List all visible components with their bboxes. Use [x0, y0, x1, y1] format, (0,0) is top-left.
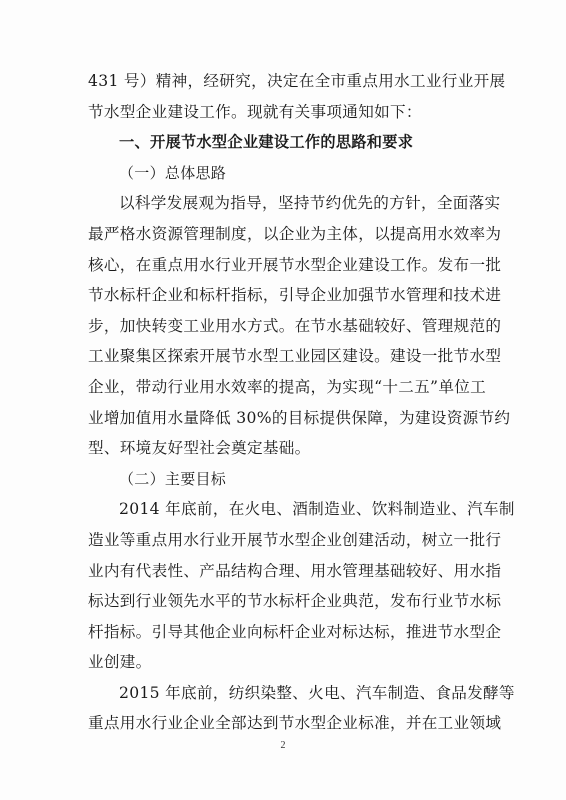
text-line: 企业，带动行业用水效率的提高，为实现“十二五”单位工 [88, 377, 486, 396]
text-line: 标达到行业领先水平的节水标杆企业典范，发布行业节水标 [88, 592, 502, 611]
document-body [88, 66, 515, 739]
text-line: 造业等重点用水行业开展节水型企业创建活动，树立一批行 [88, 530, 502, 549]
paragraph-first-line: 2015 年底前，纺织染整、火电、汽车制造、食品发酵等 [119, 683, 515, 702]
section-heading: 一、开展节水型企业建设工作的思路和要求 [119, 133, 414, 152]
text-line: 杆指标。引导其他企业向标杆企业对标达标，推进节水型企 [88, 622, 502, 641]
text-line: 工业聚集区探索开展节水型工业园区建设。建设一批节水型 [88, 347, 502, 366]
text-line: 步，加快转变工业用水方式。在节水基础较好、管理规范的 [88, 316, 502, 335]
text-line: 431 号）精神，经研究，决定在全市重点用水工业行业开展 [88, 72, 506, 90]
paragraph-first-line: 2014 年底前，在火电、酒制造业、饮料制造业、汽车制 [119, 500, 515, 519]
text-line: 最严格水资源管理制度，以企业为主体，以提高用水效率为 [88, 224, 502, 243]
text-line: 节水标杆企业和标杆指标，引导企业加强节水管理和技术进 [88, 286, 502, 305]
subsection-heading: （一）总体思路 [119, 163, 227, 182]
text-line: 核心，在重点用水行业开展节水型企业建设工作。发布一批 [88, 255, 502, 274]
text-line: 型、环境友好型社会奠定基础。 [88, 439, 311, 458]
text-line: 业内有代表性、产品结构合理、用水管理基础较好、用水指 [88, 561, 502, 580]
text-line: 节水型企业建设工作。现就有关事项通知如下： [88, 102, 422, 121]
text-line: 业增加值用水量降低 30%的目标提供保障，为建设资源节约 [88, 408, 511, 427]
text-line: 业创建。 [88, 653, 152, 672]
text-line: 重点用水行业企业全部达到节水型企业标准，并在工业领域 [88, 714, 502, 733]
paragraph-first-line: 以科学发展观为指导，坚持节约优先的方针，全面落实 [119, 194, 501, 213]
subsection-heading: （二）主要目标 [119, 469, 227, 488]
page-number: 2 [280, 740, 286, 751]
